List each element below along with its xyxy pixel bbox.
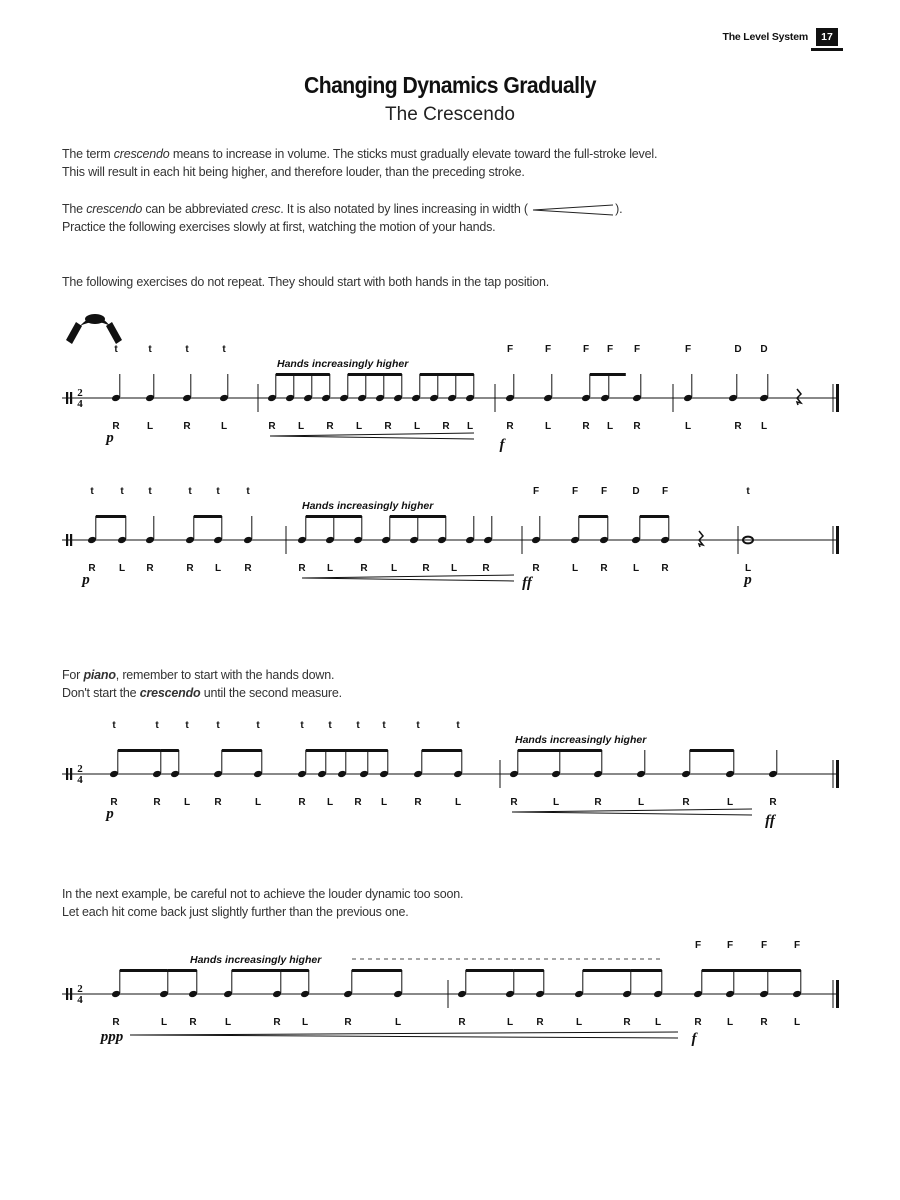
- dynamic-marking: ff: [765, 813, 775, 829]
- text-run: ).: [615, 202, 623, 216]
- stroke-label: F: [793, 940, 801, 951]
- sticking-label: L: [326, 797, 334, 808]
- sticking-label: R: [189, 1017, 197, 1028]
- stroke-label: t: [246, 486, 250, 497]
- sticking-label: L: [390, 563, 398, 574]
- beam: [579, 515, 608, 518]
- sticking-label: R: [769, 797, 777, 808]
- sticking-label: R: [360, 563, 368, 574]
- clef-bar: [70, 988, 72, 1000]
- time-signature-bottom: 4: [77, 398, 83, 410]
- sticking-label: R: [694, 1017, 702, 1028]
- hands-label: Hands increasingly higher: [302, 500, 434, 512]
- term-crescendo: crescendo: [86, 202, 143, 216]
- sticking-label: L: [466, 421, 474, 432]
- sticking-label: R: [326, 421, 334, 432]
- sticking-label: R: [682, 797, 690, 808]
- sticking-label: R: [600, 563, 608, 574]
- stroke-label: D: [760, 344, 768, 355]
- sticking-label: L: [506, 1017, 514, 1028]
- time-signature-top: 2: [77, 387, 83, 399]
- sticking-label: L: [297, 421, 305, 432]
- crescendo-line: [270, 433, 474, 436]
- hands-sticks-icon: [66, 314, 122, 344]
- stroke-label: t: [416, 720, 420, 731]
- beam: [306, 749, 388, 752]
- sticking-label: R: [482, 563, 490, 574]
- dynamic-marking: p: [82, 572, 90, 588]
- text-run: In the next example, be careful not to achieve the louder dynamic too soon.: [62, 887, 464, 901]
- sticking-label: R: [298, 563, 306, 574]
- sticking-label: R: [414, 797, 422, 808]
- sticking-label: L: [183, 797, 191, 808]
- sticking-label: R: [146, 563, 154, 574]
- term-cresc: cresc: [251, 202, 281, 216]
- section-label: The Level System: [722, 31, 808, 43]
- stroke-label: t: [90, 486, 94, 497]
- beam: [390, 515, 446, 518]
- sticking-label: L: [214, 563, 222, 574]
- stroke-label: F: [506, 344, 514, 355]
- stroke-label: t: [148, 344, 152, 355]
- dynamic-marking: p: [744, 572, 752, 588]
- sticking-label: R: [186, 563, 194, 574]
- sticking-label: L: [606, 421, 614, 432]
- sticking-label: L: [394, 1017, 402, 1028]
- crescendo-line: [270, 436, 474, 439]
- dynamic-marking: ff: [522, 575, 532, 591]
- page-number: 17: [816, 28, 838, 46]
- beam: [466, 969, 514, 972]
- sticking-label: L: [326, 563, 334, 574]
- sticking-label: R: [633, 421, 641, 432]
- crescendo-line: [302, 578, 514, 581]
- stroke-label: t: [216, 486, 220, 497]
- sticking-label: R: [760, 1017, 768, 1028]
- exercise-4: [62, 959, 839, 1038]
- sticking-label: L: [224, 1017, 232, 1028]
- clef-bar: [70, 534, 72, 546]
- stroke-label: t: [188, 486, 192, 497]
- stroke-label: F: [571, 486, 579, 497]
- stroke-label: t: [222, 344, 226, 355]
- text-run: can be abbreviated: [142, 202, 252, 216]
- stroke-label: t: [148, 486, 152, 497]
- sticking-label: R: [244, 563, 252, 574]
- quarter-rest-icon: [699, 531, 703, 547]
- sticking-label: L: [726, 797, 734, 808]
- exercise-3: [62, 749, 839, 815]
- clef-bar: [66, 768, 68, 780]
- stroke-label: F: [760, 940, 768, 951]
- sticking-label: R: [510, 797, 518, 808]
- sticking-label: R: [532, 563, 540, 574]
- text-run: , remember to start with the hands down.: [115, 668, 335, 682]
- sticking-label: R: [88, 563, 96, 574]
- sticking-label: R: [582, 421, 590, 432]
- stroke-label: F: [661, 486, 669, 497]
- stroke-label: t: [746, 486, 750, 497]
- crescendo-line: [130, 1032, 678, 1035]
- beam: [590, 373, 626, 376]
- hands-label: Hands increasingly higher: [190, 954, 322, 966]
- hands-label: Hands increasingly higher: [277, 358, 409, 370]
- beam: [306, 515, 362, 518]
- sticking-label: R: [110, 797, 118, 808]
- beam: [352, 969, 402, 972]
- beam: [276, 373, 330, 376]
- crescendo-line: [130, 1035, 678, 1038]
- stroke-label: F: [726, 940, 734, 951]
- clef-bar: [66, 534, 68, 546]
- hands-label: Hands increasingly higher: [515, 734, 647, 746]
- stroke-label: t: [185, 720, 189, 731]
- sticking-label: L: [413, 421, 421, 432]
- sticking-label: L: [552, 797, 560, 808]
- final-bar-thick: [836, 980, 839, 1008]
- stroke-label: F: [694, 940, 702, 951]
- beam: [583, 969, 631, 972]
- sticking-label: L: [684, 421, 692, 432]
- crescendo-line: [302, 575, 514, 578]
- text-run: Practice the following exercises slowly at first, watching the motion of your hands.: [62, 220, 496, 234]
- beam: [120, 969, 168, 972]
- clef-bar: [70, 768, 72, 780]
- time-signature-top: 2: [77, 763, 83, 775]
- text-run: The: [62, 202, 87, 216]
- stroke-label: t: [300, 720, 304, 731]
- beam: [168, 969, 197, 972]
- stroke-label: F: [684, 344, 692, 355]
- dynamic-marking: f: [499, 437, 505, 453]
- sticking-label: L: [355, 421, 363, 432]
- sticking-label: R: [273, 1017, 281, 1028]
- sticking-label: R: [354, 797, 362, 808]
- sticking-label: L: [632, 563, 640, 574]
- intro-paragraph-3: The following exercises do not repeat. They should start with both hands in the tap position.: [62, 275, 550, 289]
- time-signature-bottom: 4: [77, 774, 83, 786]
- sticking-label: R: [153, 797, 161, 808]
- text-run: This will result in each hit being higher, and therefore louder, than the preceding stroke.: [62, 165, 525, 179]
- text-run: For: [62, 668, 84, 682]
- stroke-label: t: [256, 720, 260, 731]
- final-bar-thick: [836, 760, 839, 788]
- text-run: Let each hit come back just slightly further than the previous one.: [62, 905, 409, 919]
- clef-bar: [66, 392, 68, 404]
- stroke-label: t: [120, 486, 124, 497]
- text-run: until the second measure.: [200, 686, 342, 700]
- sticking-label: R: [661, 563, 669, 574]
- sticking-label: L: [254, 797, 262, 808]
- beam: [690, 749, 734, 752]
- sticking-label: R: [594, 797, 602, 808]
- sticking-label: L: [637, 797, 645, 808]
- dynamic-marking: ppp: [100, 1029, 124, 1045]
- sticking-label: R: [422, 563, 430, 574]
- sticking-label: L: [220, 421, 228, 432]
- sticking-label: L: [380, 797, 388, 808]
- beam: [640, 515, 669, 518]
- sticking-label: R: [384, 421, 392, 432]
- stroke-label: t: [328, 720, 332, 731]
- sticking-label: R: [458, 1017, 466, 1028]
- stroke-label: F: [606, 344, 614, 355]
- sticking-label: L: [744, 563, 752, 574]
- sticking-label: R: [344, 1017, 352, 1028]
- sticking-label: L: [301, 1017, 309, 1028]
- page-title: Changing Dynamics Gradually: [303, 72, 596, 98]
- beam: [194, 515, 222, 518]
- exercise-1: [62, 373, 839, 439]
- final-bar-thick: [836, 384, 839, 412]
- stroke-label: t: [155, 720, 159, 731]
- stroke-label: F: [633, 344, 641, 355]
- dynamic-marking: p: [106, 806, 114, 822]
- text-run: means to increase in volume. The sticks must gradually elevate toward the full-stroke level.: [169, 147, 658, 161]
- term-crescendo: crescendo: [113, 147, 170, 161]
- sticking-label: L: [760, 421, 768, 432]
- sticking-label: R: [506, 421, 514, 432]
- quarter-rest-icon: [797, 389, 801, 405]
- clef-bar: [66, 988, 68, 1000]
- sticking-label: L: [575, 1017, 583, 1028]
- beam: [702, 969, 801, 972]
- sticking-label: L: [118, 563, 126, 574]
- beam: [348, 373, 402, 376]
- stroke-label: F: [582, 344, 590, 355]
- beam: [518, 749, 602, 752]
- beam: [420, 373, 474, 376]
- beam: [631, 969, 662, 972]
- clef-bar: [70, 392, 72, 404]
- stroke-label: t: [216, 720, 220, 731]
- sticking-label: L: [571, 563, 579, 574]
- term-crescendo: crescendo: [139, 686, 201, 700]
- crescendo-line: [512, 812, 752, 815]
- page-subtitle: The Crescendo: [385, 104, 515, 125]
- sticking-label: L: [146, 421, 154, 432]
- stroke-label: t: [112, 720, 116, 731]
- sticking-label: L: [160, 1017, 168, 1028]
- sticking-label: R: [183, 421, 191, 432]
- beam: [118, 749, 161, 752]
- text-run: Don't start the: [62, 686, 140, 700]
- sticking-label: L: [726, 1017, 734, 1028]
- sticking-label: L: [544, 421, 552, 432]
- sticking-label: L: [793, 1017, 801, 1028]
- text-run: The term: [62, 147, 114, 161]
- stroke-label: D: [734, 344, 742, 355]
- sticking-label: L: [454, 797, 462, 808]
- text-run: . It is also notated by lines increasing in width (: [280, 202, 528, 216]
- time-signature-bottom: 4: [77, 994, 83, 1006]
- sticking-label: R: [442, 421, 450, 432]
- sticking-label: R: [112, 1017, 120, 1028]
- stroke-label: t: [356, 720, 360, 731]
- stroke-label: t: [456, 720, 460, 731]
- sticking-label: R: [623, 1017, 631, 1028]
- time-signature-top: 2: [77, 983, 83, 995]
- sticking-label: R: [112, 421, 120, 432]
- stroke-label: F: [600, 486, 608, 497]
- stroke-label: t: [382, 720, 386, 731]
- stroke-label: F: [544, 344, 552, 355]
- sticking-label: R: [536, 1017, 544, 1028]
- beam: [96, 515, 126, 518]
- beam: [161, 749, 179, 752]
- sticking-label: R: [298, 797, 306, 808]
- sticking-label: R: [214, 797, 222, 808]
- beam: [222, 749, 262, 752]
- term-piano: piano: [83, 668, 116, 682]
- sticking-label: L: [450, 563, 458, 574]
- beam: [281, 969, 309, 972]
- stroke-label: t: [185, 344, 189, 355]
- stroke-label: F: [532, 486, 540, 497]
- stroke-label: D: [632, 486, 640, 497]
- crescendo-line: [512, 809, 752, 812]
- sticking-label: R: [268, 421, 276, 432]
- sticking-label: L: [654, 1017, 662, 1028]
- sticking-label: R: [734, 421, 742, 432]
- dynamic-marking: f: [691, 1031, 697, 1047]
- beam: [422, 749, 462, 752]
- final-bar-thick: [836, 526, 839, 554]
- beam: [514, 969, 544, 972]
- dynamic-marking: p: [106, 430, 114, 446]
- stroke-label: t: [114, 344, 118, 355]
- beam: [232, 969, 281, 972]
